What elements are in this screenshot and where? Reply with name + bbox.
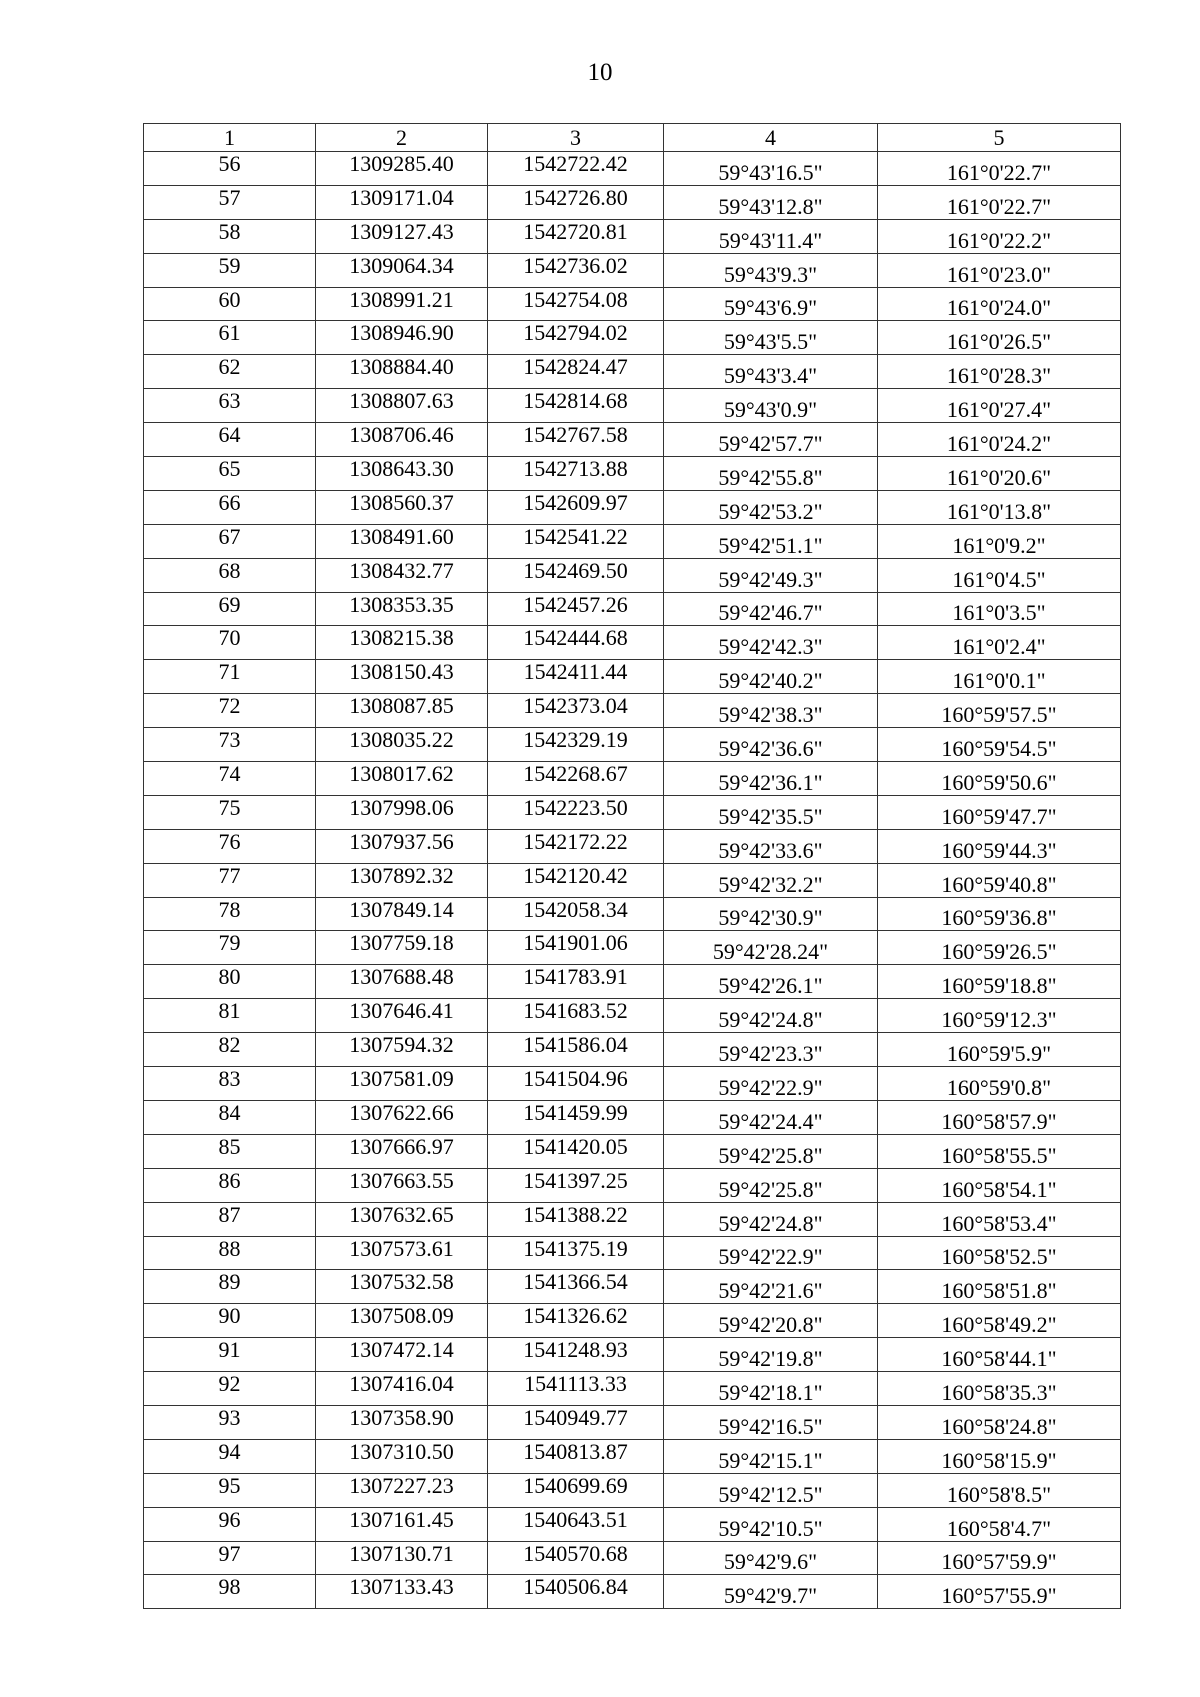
table-cell-col-2: 1307892.32 [316,863,488,897]
table-row [144,1541,1121,1575]
table-cell-col-4: 59°42'49.3" [664,558,878,592]
table-cell-col-3: 1540699.69 [488,1473,664,1507]
table-row [144,1405,1121,1439]
table-cell-col-1: 78 [144,897,316,931]
table-cell-col-4: 59°43'6.9" [664,287,878,321]
table-cell-col-5: 160°59'5.9" [878,1033,1121,1067]
table-row [144,1067,1121,1101]
table-row [144,999,1121,1033]
table-row [144,1236,1121,1270]
table-cell-col-1: 86 [144,1168,316,1202]
table-row [144,1270,1121,1304]
table-cell-col-4: 59°42'19.8" [664,1338,878,1372]
table-cell-col-4: 59°42'23.3" [664,1033,878,1067]
table-cell-col-4: 59°42'53.2" [664,490,878,524]
table-row [144,1033,1121,1067]
table-cell-col-2: 1307663.55 [316,1168,488,1202]
table-row [144,626,1121,660]
table-cell-col-3: 1542736.02 [488,253,664,287]
table-row [144,1338,1121,1372]
table-cell-col-2: 1307581.09 [316,1067,488,1101]
table-cell-col-5: 160°59'36.8" [878,897,1121,931]
column-header-4: 4 [664,124,878,152]
table-cell-col-2: 1307508.09 [316,1304,488,1338]
table-cell-col-3: 1540643.51 [488,1507,664,1541]
table-cell-col-1: 72 [144,694,316,728]
table-cell-col-4: 59°42'24.4" [664,1100,878,1134]
table-cell-col-5: 160°59'0.8" [878,1067,1121,1101]
table-row [144,762,1121,796]
table-row [144,829,1121,863]
table-cell-col-2: 1308643.30 [316,457,488,491]
table-cell-col-2: 1308706.46 [316,423,488,457]
table-cell-col-3: 1542457.26 [488,592,664,626]
table-cell-col-4: 59°42'25.8" [664,1168,878,1202]
table-row [144,389,1121,423]
table-cell-col-2: 1308017.62 [316,762,488,796]
table-row [144,490,1121,524]
table-cell-col-3: 1541397.25 [488,1168,664,1202]
table-cell-col-3: 1542268.67 [488,762,664,796]
table-cell-col-3: 1541326.62 [488,1304,664,1338]
table-cell-col-4: 59°42'38.3" [664,694,878,728]
table-cell-col-1: 81 [144,999,316,1033]
table-row [144,728,1121,762]
table-cell-col-1: 70 [144,626,316,660]
table-cell-col-4: 59°42'40.2" [664,660,878,694]
table-cell-col-3: 1541504.96 [488,1067,664,1101]
table-cell-col-4: 59°42'51.1" [664,524,878,558]
table-cell-col-4: 59°42'28.24" [664,931,878,965]
table-cell-col-2: 1307161.45 [316,1507,488,1541]
table-cell-col-5: 160°58'55.5" [878,1134,1121,1168]
table-cell-col-1: 76 [144,829,316,863]
table-cell-col-3: 1541459.99 [488,1100,664,1134]
table-cell-col-5: 160°58'24.8" [878,1405,1121,1439]
table-cell-col-5: 160°58'44.1" [878,1338,1121,1372]
table-cell-col-5: 161°0'2.4" [878,626,1121,660]
table-cell-col-2: 1308353.35 [316,592,488,626]
table-cell-col-1: 88 [144,1236,316,1270]
table-cell-col-2: 1308560.37 [316,490,488,524]
table-cell-col-1: 60 [144,287,316,321]
table-cell-col-2: 1307472.14 [316,1338,488,1372]
table-cell-col-1: 95 [144,1473,316,1507]
table-row [144,423,1121,457]
table-cell-col-2: 1307646.41 [316,999,488,1033]
table-cell-col-4: 59°43'12.8" [664,185,878,219]
table-cell-col-3: 1542814.68 [488,389,664,423]
table-row [144,1202,1121,1236]
table-cell-col-2: 1308432.77 [316,558,488,592]
table-row [144,1304,1121,1338]
table-cell-col-3: 1541420.05 [488,1134,664,1168]
table-cell-col-3: 1542720.81 [488,219,664,253]
table-row [144,931,1121,965]
table-row [144,321,1121,355]
column-header-1: 1 [144,124,316,152]
table-cell-col-5: 161°0'22.7" [878,152,1121,186]
table-cell-col-5: 160°58'51.8" [878,1270,1121,1304]
table-cell-col-3: 1540506.84 [488,1575,664,1609]
table-cell-col-4: 59°42'9.6" [664,1541,878,1575]
table-row [144,355,1121,389]
table-cell-col-5: 161°0'27.4" [878,389,1121,423]
table-cell-col-2: 1308946.90 [316,321,488,355]
table-cell-col-2: 1307632.65 [316,1202,488,1236]
table-cell-col-1: 73 [144,728,316,762]
table-cell-col-1: 94 [144,1439,316,1473]
table-cell-col-4: 59°42'55.8" [664,457,878,491]
table-row [144,863,1121,897]
table-cell-col-1: 98 [144,1575,316,1609]
table-row [144,457,1121,491]
table-row [144,1100,1121,1134]
header-row [144,124,1121,152]
table-cell-col-3: 1541683.52 [488,999,664,1033]
table-cell-col-2: 1307666.97 [316,1134,488,1168]
table-cell-col-4: 59°42'20.8" [664,1304,878,1338]
table-cell-col-3: 1542541.22 [488,524,664,558]
table-cell-col-4: 59°43'16.5" [664,152,878,186]
table-cell-col-2: 1308991.21 [316,287,488,321]
table-cell-col-1: 87 [144,1202,316,1236]
table-row [144,253,1121,287]
table-row [144,1168,1121,1202]
table-cell-col-5: 160°59'44.3" [878,829,1121,863]
table-row [144,152,1121,186]
table-cell-col-4: 59°42'46.7" [664,592,878,626]
table-cell-col-4: 59°42'35.5" [664,795,878,829]
table-cell-col-4: 59°42'15.1" [664,1439,878,1473]
table-cell-col-4: 59°42'12.5" [664,1473,878,1507]
table-cell-col-5: 160°57'55.9" [878,1575,1121,1609]
table-cell-col-2: 1307130.71 [316,1541,488,1575]
table-cell-col-2: 1307227.23 [316,1473,488,1507]
table-cell-col-5: 160°59'18.8" [878,965,1121,999]
table-cell-col-1: 67 [144,524,316,558]
table-cell-col-2: 1307310.50 [316,1439,488,1473]
table-cell-col-5: 160°58'49.2" [878,1304,1121,1338]
table-cell-col-5: 160°58'53.4" [878,1202,1121,1236]
table-cell-col-1: 58 [144,219,316,253]
table-cell-col-4: 59°42'24.8" [664,1202,878,1236]
table-row [144,185,1121,219]
table-cell-col-1: 74 [144,762,316,796]
table-cell-col-3: 1541113.33 [488,1372,664,1406]
table-cell-col-4: 59°42'26.1" [664,965,878,999]
table-cell-col-5: 161°0'0.1" [878,660,1121,694]
table-cell-col-1: 90 [144,1304,316,1338]
table-body [144,152,1121,1609]
table-cell-col-2: 1309285.40 [316,152,488,186]
table-cell-col-2: 1307998.06 [316,795,488,829]
table-cell-col-3: 1541388.22 [488,1202,664,1236]
table-cell-col-1: 93 [144,1405,316,1439]
table-cell-col-2: 1307937.56 [316,829,488,863]
table-cell-col-5: 161°0'26.5" [878,321,1121,355]
table-cell-col-5: 161°0'22.2" [878,219,1121,253]
table-cell-col-5: 160°58'15.9" [878,1439,1121,1473]
table-row [144,1575,1121,1609]
page-number: 10 [587,59,613,86]
table-cell-col-5: 161°0'22.7" [878,185,1121,219]
table-cell-col-3: 1541375.19 [488,1236,664,1270]
table-cell-col-1: 69 [144,592,316,626]
table-cell-col-2: 1307688.48 [316,965,488,999]
table-cell-col-3: 1542713.88 [488,457,664,491]
table-cell-col-3: 1541248.93 [488,1338,664,1372]
table-cell-col-1: 79 [144,931,316,965]
table-cell-col-1: 89 [144,1270,316,1304]
table-cell-col-4: 59°42'21.6" [664,1270,878,1304]
table-cell-col-5: 160°58'54.1" [878,1168,1121,1202]
coordinates-table [143,123,1121,1609]
table-cell-col-5: 160°59'57.5" [878,694,1121,728]
table-cell-col-1: 56 [144,152,316,186]
table-row [144,524,1121,558]
table-cell-col-2: 1308215.38 [316,626,488,660]
table-cell-col-2: 1307573.61 [316,1236,488,1270]
table-cell-col-1: 82 [144,1033,316,1067]
table-cell-col-5: 160°59'54.5" [878,728,1121,762]
table-cell-col-2: 1307358.90 [316,1405,488,1439]
table-cell-col-3: 1542824.47 [488,355,664,389]
table-cell-col-5: 161°0'13.8" [878,490,1121,524]
table-cell-col-1: 84 [144,1100,316,1134]
table-cell-col-4: 59°42'22.9" [664,1067,878,1101]
table-cell-col-5: 160°59'26.5" [878,931,1121,965]
table-cell-col-3: 1541783.91 [488,965,664,999]
table-cell-col-2: 1307532.58 [316,1270,488,1304]
table-cell-col-5: 161°0'24.2" [878,423,1121,457]
table-cell-col-1: 83 [144,1067,316,1101]
table-cell-col-5: 160°59'47.7" [878,795,1121,829]
table-row [144,287,1121,321]
table-cell-col-2: 1307849.14 [316,897,488,931]
table-cell-col-1: 97 [144,1541,316,1575]
table-cell-col-4: 59°42'33.6" [664,829,878,863]
table-cell-col-3: 1542767.58 [488,423,664,457]
table-cell-col-4: 59°42'36.6" [664,728,878,762]
table-cell-col-4: 59°42'36.1" [664,762,878,796]
table-cell-col-3: 1542120.42 [488,863,664,897]
table-cell-col-3: 1541366.54 [488,1270,664,1304]
table-cell-col-3: 1540570.68 [488,1541,664,1575]
table-row [144,897,1121,931]
table-cell-col-2: 1309064.34 [316,253,488,287]
table-cell-col-4: 59°42'32.2" [664,863,878,897]
table-cell-col-3: 1542058.34 [488,897,664,931]
table-cell-col-4: 59°43'9.3" [664,253,878,287]
table-cell-col-1: 62 [144,355,316,389]
table-cell-col-5: 161°0'9.2" [878,524,1121,558]
table-cell-col-1: 96 [144,1507,316,1541]
table-row [144,558,1121,592]
table-cell-col-3: 1542754.08 [488,287,664,321]
table-header [144,124,1121,152]
table-cell-col-1: 91 [144,1338,316,1372]
table-cell-col-5: 160°58'57.9" [878,1100,1121,1134]
table-cell-col-2: 1307594.32 [316,1033,488,1067]
table-cell-col-2: 1307133.43 [316,1575,488,1609]
table-row [144,660,1121,694]
table-cell-col-3: 1542609.97 [488,490,664,524]
table-cell-col-3: 1542444.68 [488,626,664,660]
table-row [144,219,1121,253]
table-cell-col-4: 59°42'57.7" [664,423,878,457]
table-cell-col-1: 57 [144,185,316,219]
table-cell-col-4: 59°42'22.9" [664,1236,878,1270]
table-cell-col-3: 1540949.77 [488,1405,664,1439]
table-cell-col-5: 161°0'3.5" [878,592,1121,626]
table-cell-col-5: 161°0'4.5" [878,558,1121,592]
table-cell-col-5: 161°0'28.3" [878,355,1121,389]
table-row [144,694,1121,728]
table-cell-col-5: 160°58'4.7" [878,1507,1121,1541]
table-cell-col-3: 1540813.87 [488,1439,664,1473]
table-cell-col-1: 68 [144,558,316,592]
table-row [144,1507,1121,1541]
table-cell-col-5: 161°0'23.0" [878,253,1121,287]
table-cell-col-3: 1542223.50 [488,795,664,829]
table-cell-col-2: 1308491.60 [316,524,488,558]
table-cell-col-4: 59°42'16.5" [664,1405,878,1439]
table-cell-col-5: 160°58'35.3" [878,1372,1121,1406]
table-cell-col-4: 59°43'11.4" [664,219,878,253]
table-cell-col-3: 1541901.06 [488,931,664,965]
table-cell-col-5: 161°0'20.6" [878,457,1121,491]
table-cell-col-1: 71 [144,660,316,694]
table-cell-col-4: 59°43'0.9" [664,389,878,423]
table-cell-col-2: 1308035.22 [316,728,488,762]
table-cell-col-1: 65 [144,457,316,491]
table-cell-col-2: 1309127.43 [316,219,488,253]
table-cell-col-2: 1307759.18 [316,931,488,965]
table-cell-col-2: 1307622.66 [316,1100,488,1134]
table-row [144,1439,1121,1473]
table-cell-col-2: 1308150.43 [316,660,488,694]
table-cell-col-5: 161°0'24.0" [878,287,1121,321]
table-cell-col-4: 59°43'5.5" [664,321,878,355]
table-cell-col-1: 61 [144,321,316,355]
table-cell-col-2: 1308087.85 [316,694,488,728]
table-cell-col-4: 59°43'3.4" [664,355,878,389]
table-cell-col-4: 59°42'9.7" [664,1575,878,1609]
table-cell-col-5: 160°58'8.5" [878,1473,1121,1507]
table-cell-col-1: 59 [144,253,316,287]
table-cell-col-2: 1307416.04 [316,1372,488,1406]
table-row [144,1372,1121,1406]
table-cell-col-3: 1541586.04 [488,1033,664,1067]
table-cell-col-3: 1542411.44 [488,660,664,694]
table-cell-col-1: 66 [144,490,316,524]
table-cell-col-4: 59°42'18.1" [664,1372,878,1406]
table-cell-col-3: 1542172.22 [488,829,664,863]
column-header-2: 2 [316,124,488,152]
table-cell-col-2: 1308807.63 [316,389,488,423]
table-cell-col-3: 1542329.19 [488,728,664,762]
table-row [144,1473,1121,1507]
table-cell-col-1: 80 [144,965,316,999]
table-cell-col-2: 1308884.40 [316,355,488,389]
table-cell-col-1: 77 [144,863,316,897]
table-row [144,592,1121,626]
table-cell-col-3: 1542373.04 [488,694,664,728]
table-cell-col-5: 160°59'12.3" [878,999,1121,1033]
column-header-3: 3 [488,124,664,152]
table-cell-col-3: 1542726.80 [488,185,664,219]
table-cell-col-5: 160°57'59.9" [878,1541,1121,1575]
table-cell-col-1: 85 [144,1134,316,1168]
table-row [144,795,1121,829]
table-cell-col-5: 160°58'52.5" [878,1236,1121,1270]
table-cell-col-1: 92 [144,1372,316,1406]
table-row [144,965,1121,999]
table-cell-col-3: 1542794.02 [488,321,664,355]
table-cell-col-4: 59°42'25.8" [664,1134,878,1168]
table-cell-col-5: 160°59'40.8" [878,863,1121,897]
table-cell-col-4: 59°42'30.9" [664,897,878,931]
table-cell-col-3: 1542722.42 [488,152,664,186]
table-row [144,1134,1121,1168]
table-cell-col-1: 64 [144,423,316,457]
table-cell-col-2: 1309171.04 [316,185,488,219]
table-cell-col-1: 63 [144,389,316,423]
table-cell-col-4: 59°42'10.5" [664,1507,878,1541]
table-cell-col-3: 1542469.50 [488,558,664,592]
table-cell-col-1: 75 [144,795,316,829]
table-cell-col-4: 59°42'42.3" [664,626,878,660]
table-cell-col-5: 160°59'50.6" [878,762,1121,796]
column-header-5: 5 [878,124,1121,152]
table-cell-col-4: 59°42'24.8" [664,999,878,1033]
